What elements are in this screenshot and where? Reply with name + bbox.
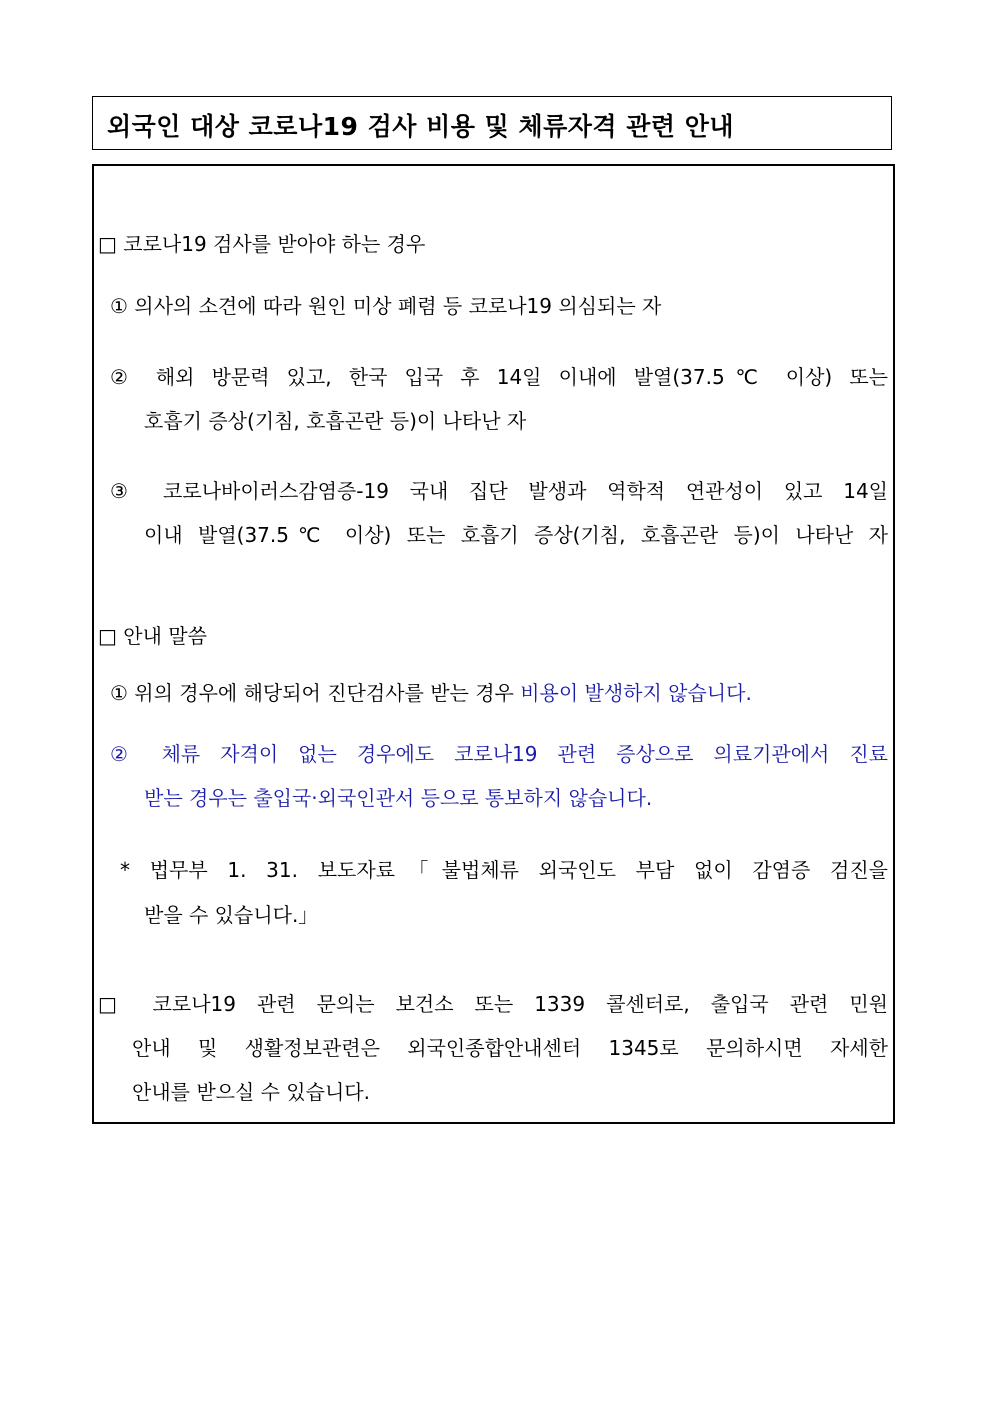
title-box [92, 96, 892, 150]
content-box [92, 164, 895, 1124]
section1-item3-line2: 이내 발열(37.5℃ 이상) 또는 호흡기 증상(기침, 호흡곤란 등)이 나타난 자 [144, 523, 888, 547]
section2-heading: □ 안내 말씀 [98, 624, 207, 648]
section3-line2: 안내 및 생활정보관련은 외국인종합안내센터 1345로 문의하시면 자세한 [132, 1036, 888, 1060]
section1-item2-line1: ② 해외 방문력 있고, 한국 입국 후 14일 이내에 발열(37.5℃ 이상) 또는 [110, 365, 888, 389]
section3-line3: 안내를 받으실 수 있습니다. [132, 1080, 370, 1104]
section1-item3-line1: ③ 코로나바이러스감염증-19 국내 집단 발생과 역학적 연관성이 있고 14일 [110, 479, 888, 503]
section2-item1-prefix: ① 위의 경우에 해당되어 진단검사를 받는 경우 [110, 681, 521, 705]
section2-item1-highlight: 비용이 발생하지 않습니다. [520, 681, 752, 705]
section2-note-line1: * 법무부 1. 31. 보도자료「불법체류 외국인도 부담 없이 감염증 검진을 [120, 858, 888, 882]
section2-item2-line1: ② 체류 자격이 없는 경우에도 코로나19 관련 증상으로 의료기관에서 진료 [110, 742, 888, 766]
section1-item1: ① 의사의 소견에 따라 원인 미상 폐렴 등 코로나19 의심되는 자 [110, 294, 662, 318]
section2-note-line2: 받을 수 있습니다.」 [144, 903, 319, 927]
section1-item2-line2: 호흡기 증상(기침, 호흡곤란 등)이 나타난 자 [144, 409, 527, 433]
section2-item2-line2: 받는 경우는 출입국·외국인관서 등으로 통보하지 않습니다. [144, 786, 653, 810]
section1-heading: □ 코로나19 검사를 받아야 하는 경우 [98, 232, 426, 256]
section2-item1 [110, 681, 752, 705]
section3-line1: □ 코로나19 관련 문의는 보건소 또는 1339 콜센터로, 출입국 관련 민원 [98, 992, 888, 1016]
page-title: 외국인 대상 코로나19 검사 비용 및 체류자격 관련 안내 [107, 112, 735, 141]
